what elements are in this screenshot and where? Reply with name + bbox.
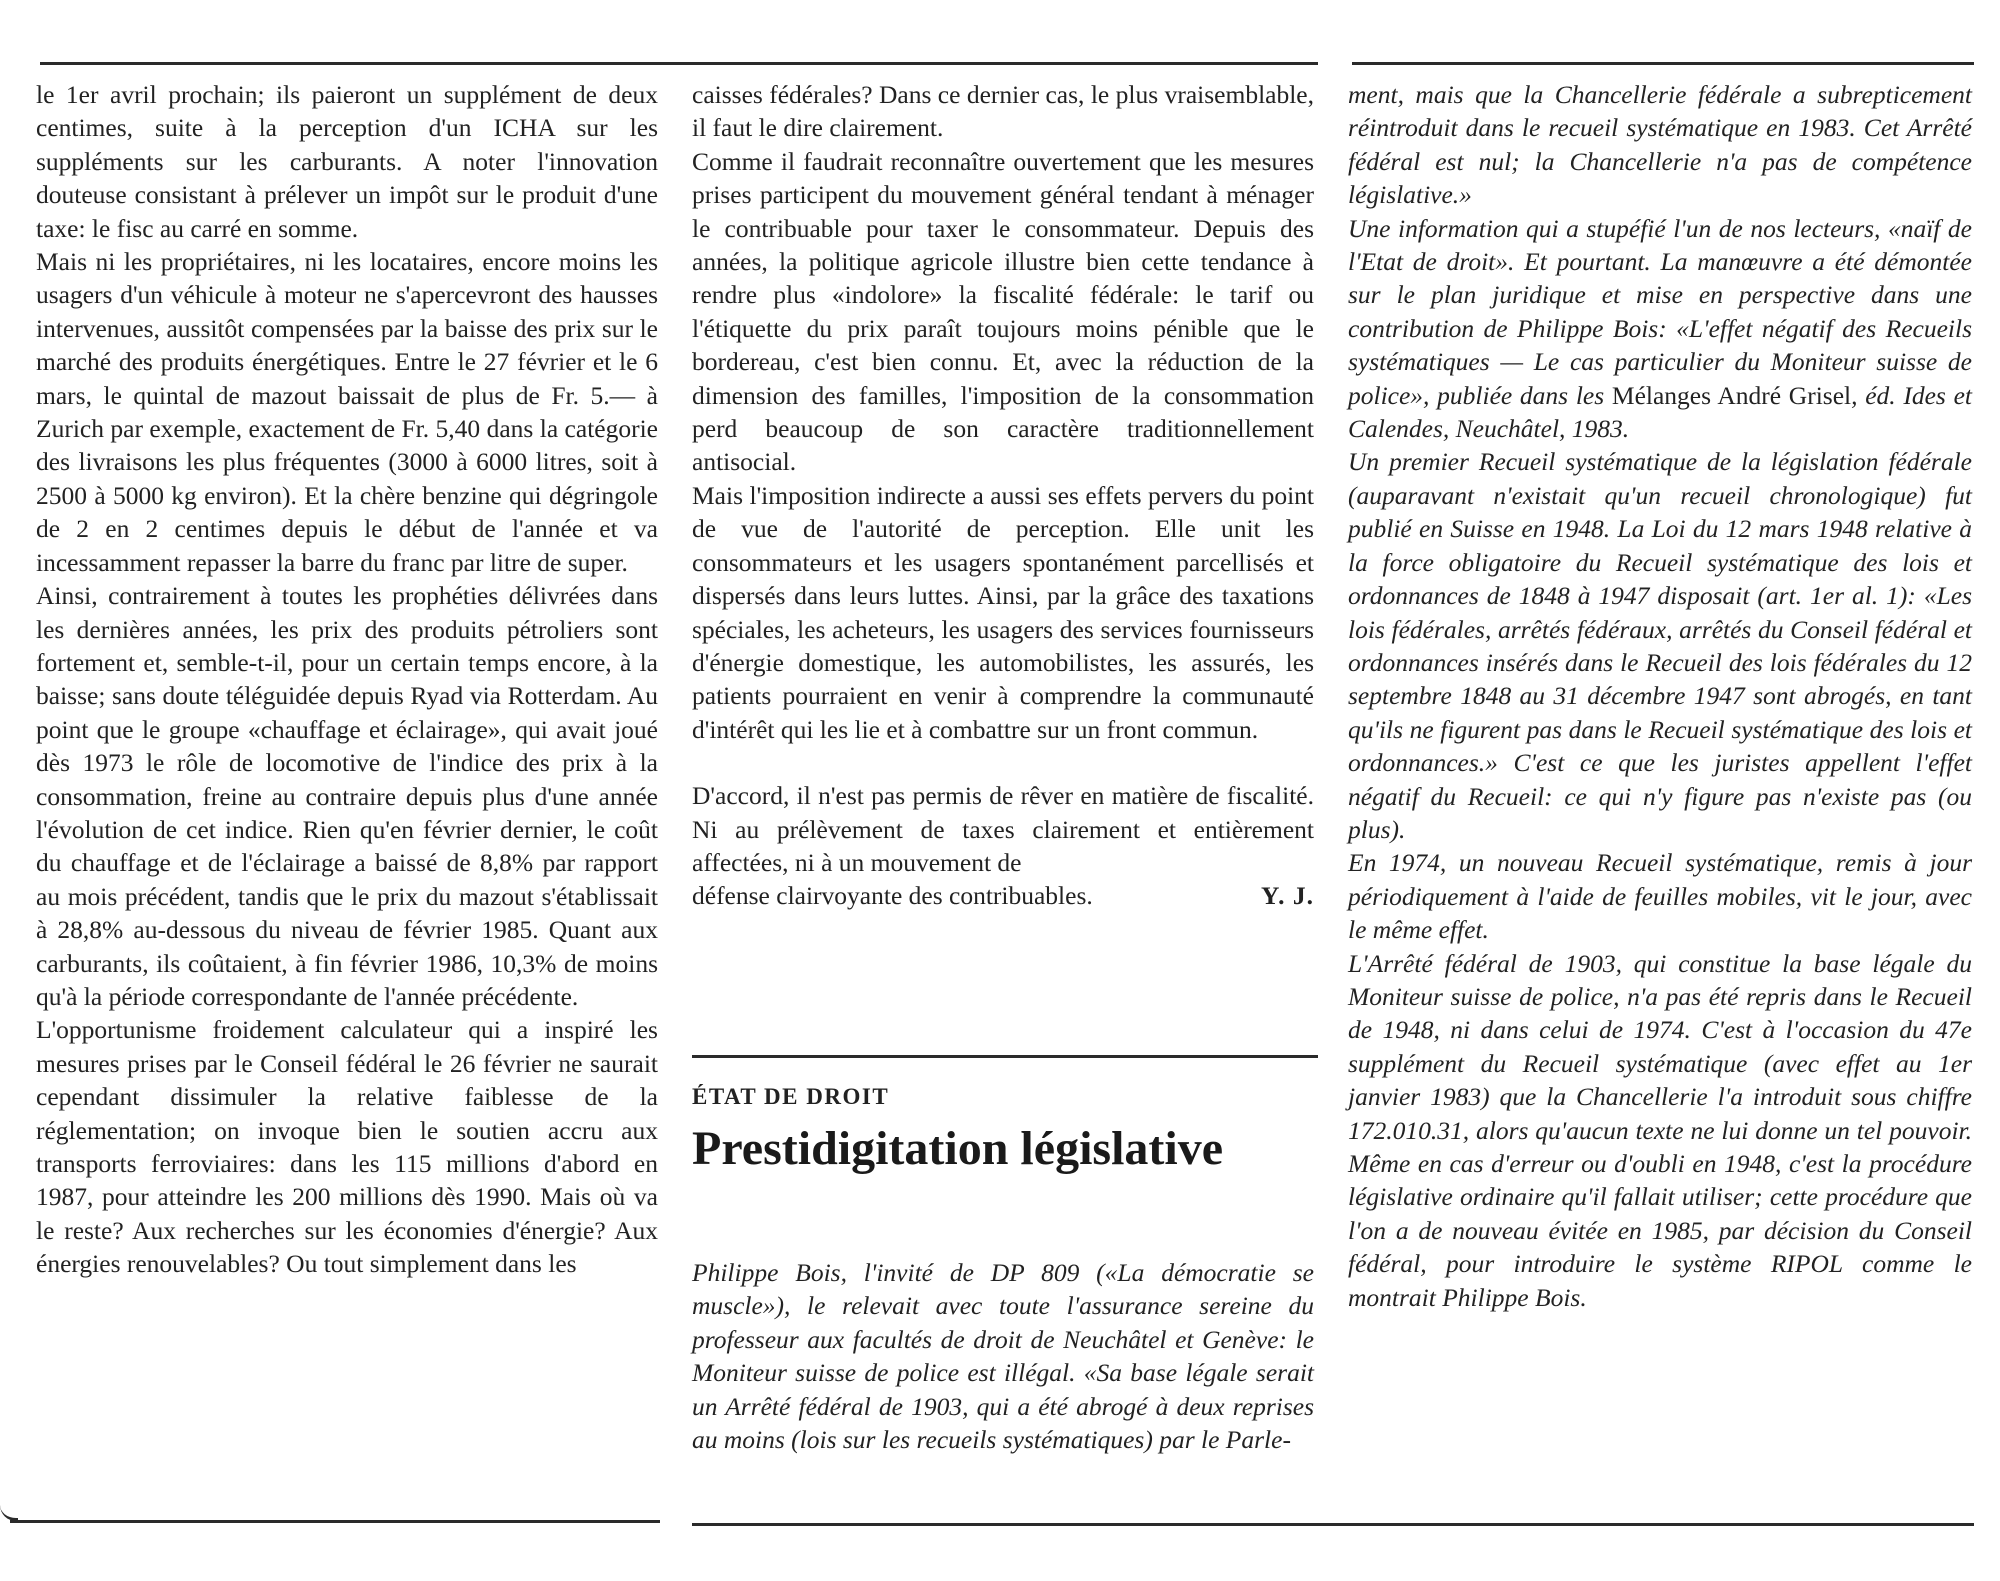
left-paragraph-1: le 1er avril prochain; ils paieront un supplément de deux centimes, suite à la perception d'un ICHA sur les suppléments sur les carburants. A noter l'innovation douteuse consistant à prélever un impôt sur le produit d'une taxe: le fisc au carré en somme. bbox=[36, 80, 658, 243]
article-separator-rule bbox=[692, 1055, 1318, 1058]
right-paragraph-4: En 1974, un nouveau Recueil systématique, remis à jour périodiquement à l'aide de feuilles mobiles, vit le jour, avec le même effet. bbox=[1348, 848, 1972, 945]
middle-paragraph-1: caisses fédérales? Dans ce dernier cas, le plus vraisemblable, il faut le dire clairement. bbox=[692, 80, 1314, 143]
closing-last-line: défense clairvoyante des contribuables. bbox=[692, 881, 1093, 911]
article-headline: Prestidigitation législative bbox=[692, 1122, 1224, 1175]
middle-paragraph-2: Comme il faudrait reconnaître ouvertement que les mesures prises participent du mouvement général tendant à ménager le contribuable pour taxer le consommateur. Depuis des années, la politique agricole illustre bien cette tendance à rendre plus «indolore» la fiscalité fédérale: le tarif ou l'étiquette du prix paraît toujours moins pénible que le bordereau, c'est bien connu. Et, avec la réduction de la dimension des familles, l'imposition de la consommation perd beaucoup de son caractère traditionnellement antisocial. bbox=[692, 146, 1314, 477]
right-paragraph-2-part-a: Une information qui a stupéfié l'un de nos lecteurs, «naïf de l'Etat de droit». Et pourtant. La manœuvre a été démontée sur le plan juridique et mise en perspective dans une contribution de Philippe Bois: «L'effet négatif des Recueils systématiques — Le cas particulier du Moniteur suisse de police», publiée dans les bbox=[1348, 213, 1972, 410]
closing-paragraph-text: D'accord, il n'est pas permis de rêver en matière de fiscalité. Ni au prélèvement de taxes clairement et entièrement affectées, ni à un mouvement de bbox=[692, 781, 1314, 877]
closing-signoff-line bbox=[692, 879, 1314, 912]
right-paragraph-2-part-b: , éd. Ides et Calendes, Neuchâtel, 1983. bbox=[1348, 380, 1972, 444]
closing-paragraph bbox=[692, 779, 1314, 913]
left-column bbox=[36, 78, 658, 1281]
right-paragraph-2 bbox=[1348, 212, 1972, 446]
paragraph-gap bbox=[692, 746, 1314, 779]
page-edge-curve bbox=[0, 1496, 18, 1521]
author-signature: Y. J. bbox=[1261, 881, 1314, 911]
right-column bbox=[1348, 78, 1972, 1314]
section-kicker: ÉTAT DE DROIT bbox=[692, 1084, 890, 1109]
bottom-rule-right bbox=[692, 1523, 1974, 1526]
article-lead: Philippe Bois, l'invité de DP 809 («La démocratie se muscle»), le relevait avec toute l'assurance sereine du professeur aux facultés de droit de Neuchâtel et Genève: le Moniteur suisse de police est illégal. «Sa base légale serait un Arrêté fédéral de 1903, qui a été abrogé à deux reprises au moins (lois sur les recueils systématiques) par le Parle- bbox=[692, 1258, 1314, 1455]
right-paragraph-1: ment, mais que la Chancellerie fédérale a subrepticement réintroduit dans le recueil systématique en 1983. Cet Arrêté fédéral est nul; la Chancellerie n'a pas de compétence législative.» bbox=[1348, 80, 1972, 210]
middle-column bbox=[692, 78, 1314, 913]
left-paragraph-4: L'opportunisme froidement calculateur qui a inspiré les mesures prises par le Conseil fédéral le 26 février ne saurait cependant dissimuler la relative faiblesse de la réglementation; on invoque bien le soutien accru aux transports ferroviaires: dans les 115 millions d'abord en 1987, pour atteindre les 200 millions dès 1990. Mais où va le reste? Aux recherches sur les économies d'énergie? Aux énergies renouvelables? Ou tout simplement dans les bbox=[36, 1015, 658, 1279]
middle-paragraph-3: Mais l'imposition indirecte a aussi ses effets pervers du point de vue de l'autorité de perception. Elle unit les consommateurs et les usagers spontanément parcellisés et dispersés dans leurs luttes. Ainsi, par la grâce des taxations spéciales, les acheteurs, les usagers des services fournisseurs d'énergie domestique, les automobilistes, les assurés, les patients pourraient en venir à comprendre la communauté d'intérêt qui les lie et à combattre sur un front commun. bbox=[692, 480, 1314, 744]
right-paragraph-3: Un premier Recueil systématique de la législation fédérale (auparavant n'existait qu'un recueil chronologique) fut publié en Suisse en 1948. La Loi du 12 mars 1948 relative à la force obligatoire du Recueil systématique des lois et ordonnances de 1848 à 1947 disposait (art. 1er al. 1): «Les lois fédérales, arrêtés fédéraux, arrêtés du Conseil fédéral et ordonnances insérés dans le Recueil des lois fédérales du 12 septembre 1848 au 31 décembre 1947 sont abrogés, en tant qu'ils ne figurent pas dans le Recueil systématique des lois et ordonnances.» C'est ce que les juristes appellent l'effet négatif du Recueil: ce qui n'y figure pas n'existe pas (ou plus). bbox=[1348, 447, 1972, 844]
right-paragraph-5: L'Arrêté fédéral de 1903, qui constitue la base légale du Moniteur suisse de police, n'a pas été repris dans le Recueil de 1948, ni dans celui de 1974. C'est à l'occasion du 47e supplément du Recueil systématique (avec effet au 1er janvier 1983) que la Chancellerie l'a introduit sous chiffre 172.010.31, alors qu'aucun texte ne lui donne un tel pouvoir. Même en cas d'erreur ou d'oubli en 1948, c'est la procédure législative ordinaire qu'il fallait utiliser; cette procédure que l'on a de nouveau évitée en 1985, par décision du Conseil fédéral, pour introduire le système RIPOL comme le montrait Philippe Bois. bbox=[1348, 948, 1972, 1312]
left-paragraph-2: Mais ni les propriétaires, ni les locataires, encore moins les usagers d'un véhicule à moteur ne s'apercevront des hausses intervenues, aussitôt compensées par la baisse des prix sur le marché des produits énergétiques. Entre le 27 février et le 6 mars, le quintal de mazout baissait de plus de Fr. 5.— à Zurich par exemple, exactement de Fr. 5,40 dans la catégorie des livraisons les plus fréquentes (3000 à 6000 litres, soit à 2500 à 5000 kg environ). Et la chère benzine qui dégringole de 2 en 2 centimes depuis le début de l'année et va incessamment repasser la barre du franc par litre de super. bbox=[36, 247, 658, 577]
top-rule-left-middle bbox=[40, 62, 1318, 65]
book-title-upright: Mélanges André Grisel bbox=[1611, 380, 1852, 410]
left-paragraph-3: Ainsi, contrairement à toutes les prophéties délivrées dans les dernières années, les prix des produits pétroliers sont fortement et, semble-t-il, pour un certain temps encore, à la baisse; sans doute téléguidée depuis Ryad via Rotterdam. Au point que le groupe «chauffage et éclairage», qui avait joué dès 1973 le rôle de locomotive de l'indice des prix à la consommation, freine au contraire depuis plus d'une année l'évolution de cet indice. Rien qu'en février dernier, le coût du chauffage et de l'éclairage a baissé de 8,8% par rapport au mois précédent, tandis que le prix du mazout s'établissait à 28,8% au-dessous du niveau de février 1985. Quant aux carburants, ils coûtaient, à fin février 1986, 10,3% de moins qu'à la période correspondante de l'année précédente. bbox=[36, 581, 658, 1011]
top-rule-right bbox=[1352, 62, 1974, 65]
bottom-rule-left bbox=[10, 1520, 660, 1523]
